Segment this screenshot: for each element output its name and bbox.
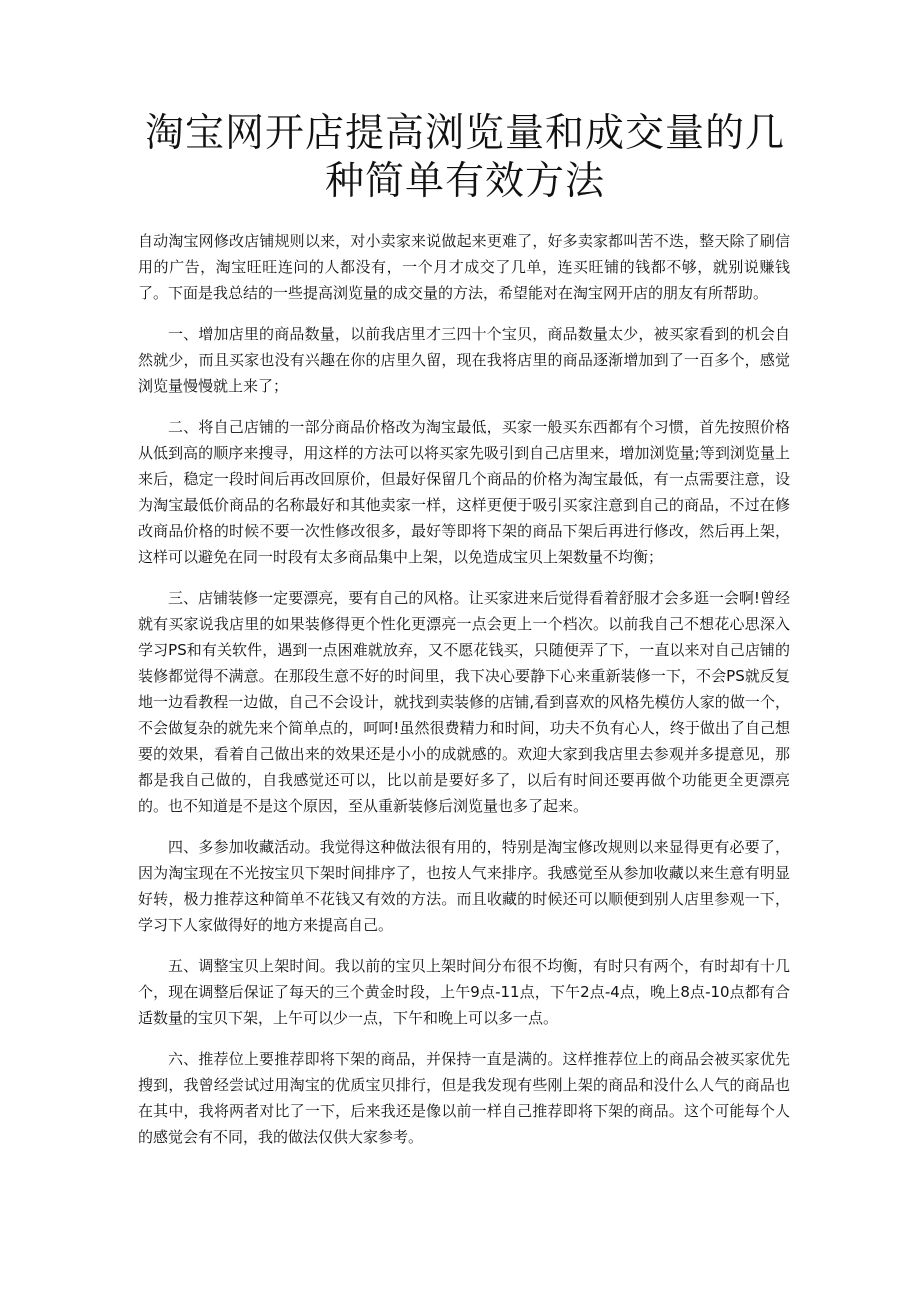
document-title: 淘宝网开店提高浏览量和成交量的几种简单有效方法 bbox=[144, 111, 785, 204]
paragraph-3: 三、店铺装修一定要漂亮，要有自己的风格。让买家进来后觉得看着舒服才会多逛一会啊!曾经就有买家说我店里的如果装修得更个性化更漂亮一点会更上一个档次。以前我自己不想花心思深入学习PS和有关软件，遇到一点困难就放弃，又不愿花钱买，只随便弄了下，一直以来对自己店铺的装修都觉得不满意。在那段生意不好的时间里，我下决心要静下心来重新装修一下，不会PS就反复地一边看教程一边做，自己不会设计，就找到卖装修的店铺,看到喜欢的风格先模仿人家的做一个，不会做复杂的就先来个简单点的，呵呵!虽然很费精力和时间，功夫不负有心人，终于做出了自己想要的效果，看着自己做出来的效果还是小小的成就感的。欢迎大家到我店里去参观并多提意见，那都是我自己做的，自我感觉还可以，比以前是要好多了，以后有时间还要再做个功能更全更漂亮的。也不知道是不是这个原因，至从重新装修后浏览量也多了起来。 bbox=[138, 589, 790, 815]
document-body bbox=[138, 228, 790, 1165]
paragraph-2: 二、将自己店铺的一部分商品价格改为淘宝最低，买家一般买东西都有个习惯，首先按照价格从低到高的顺序来搜寻，用这样的方法可以将买家先吸引到自己店里来，增加浏览量;等到浏览量上来后，稳定一段时间后再改回原价，但最好保留几个商品的价格为淘宝最低，有一点需要注意，设为淘宝最低价商品的名称最好和其他卖家一样，这样更便于吸引买家注意到自己的商品，不过在修改商品价格的时候不要一次性修改很多，最好等即将下架的商品下架后再进行修改，然后再上架，这样可以避免在同一时段有太多商品集中上架，以免造成宝贝上架数量不均衡； bbox=[138, 418, 790, 566]
paragraph-5: 五、调整宝贝上架时间。我以前的宝贝上架时间分布很不均衡，有时只有两个，有时却有十几个，现在调整后保证了每天的三个黄金时段，上午9点-11点，下午2点-4点，晚上8点-10点都有合适数量的宝贝下架，上午可以少一点，下午和晚上可以多一点。 bbox=[138, 957, 790, 1027]
paragraph-4: 四、多参加收藏活动。我觉得这种做法很有用的，特别是淘宝修改规则以来显得更有必要了，因为淘宝现在不光按宝贝下架时间排序了，也按人气来排序。我感觉至从参加收藏以来生意有明显好转，极力推荐这种简单不花钱又有效的方法。而且收藏的时候还可以顺便到别人店里参观一下，学习下人家做得好的地方来提高自己。 bbox=[138, 838, 790, 934]
intro-paragraph: 自动淘宝网修改店铺规则以来，对小卖家来说做起来更难了，好多卖家都叫苦不迭，整天除了刷信用的广告，淘宝旺旺连问的人都没有，一个月才成交了几单，连买旺铺的钱都不够，就别说赚钱了。下面是我总结的一些提高浏览量的成交量的方法，希望能对在淘宝网开店的朋友有所帮助。 bbox=[138, 232, 790, 302]
paragraph-1: 一、增加店里的商品数量，以前我店里才三四十个宝贝，商品数量太少，被买家看到的机会自然就少，而且买家也没有兴趣在你的店里久留，现在我将店里的商品逐渐增加到了一百多个，感觉浏览量慢慢就上来了； bbox=[138, 325, 790, 395]
paragraph-6: 六、推荐位上要推荐即将下架的商品，并保持一直是满的。这样推荐位上的商品会被买家优先搜到，我曾经尝试过用淘宝的优质宝贝排行，但是我发现有些刚上架的商品和没什么人气的商品也在其中，我将两者对比了一下，后来我还是像以前一样自己推荐即将下架的商品。这个可能每个人的感觉会有不同，我的做法仅供大家参考。 bbox=[138, 1050, 790, 1146]
